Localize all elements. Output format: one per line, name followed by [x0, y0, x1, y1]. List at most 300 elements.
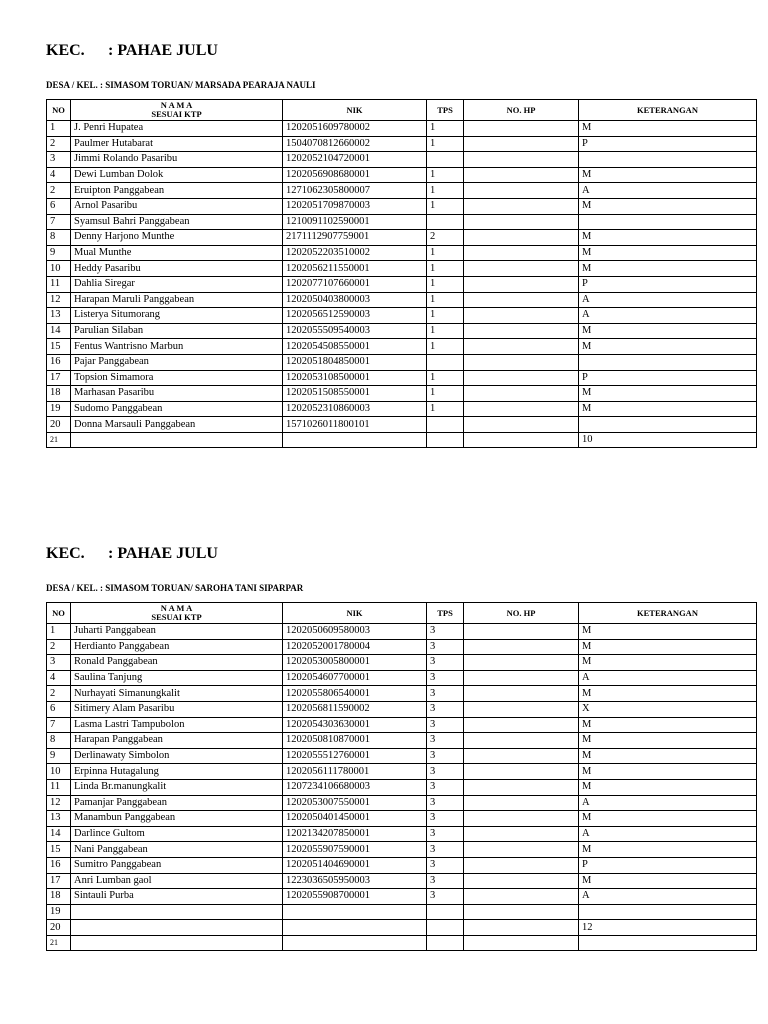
header-hp: NO. HP [464, 603, 579, 624]
cell-tps: 1 [427, 401, 464, 417]
cell-ket [579, 214, 757, 230]
cell-no: 13 [47, 308, 71, 324]
cell-no: 6 [47, 198, 71, 214]
cell-nama: Juharti Panggabean [71, 624, 283, 640]
cell-no: 12 [47, 795, 71, 811]
cell-no: 8 [47, 733, 71, 749]
header-no: NO [47, 603, 71, 624]
cell-no: 2 [47, 639, 71, 655]
cell-tps: 1 [427, 245, 464, 261]
cell-nama: Derlinawaty Simbolon [71, 748, 283, 764]
cell-no: 20 [47, 417, 71, 433]
cell-tps: 1 [427, 370, 464, 386]
cell-nama: Marhasan Pasaribu [71, 386, 283, 402]
table-row [47, 826, 757, 842]
table-row [47, 624, 757, 640]
cell-hp [464, 401, 579, 417]
cell-ket: M [579, 167, 757, 183]
cell-hp [464, 624, 579, 640]
table-row [47, 432, 757, 448]
cell-nama: Harapan Panggabean [71, 733, 283, 749]
cell-nama: Arnol Pasaribu [71, 198, 283, 214]
cell-tps: 3 [427, 842, 464, 858]
header-tps: TPS [427, 603, 464, 624]
cell-hp [464, 136, 579, 152]
header-nama [71, 603, 283, 624]
cell-no: 2 [47, 136, 71, 152]
header-hp: NO. HP [464, 100, 579, 121]
cell-no: 8 [47, 230, 71, 246]
cell-nik: 1202050403800003 [283, 292, 427, 308]
cell-hp [464, 386, 579, 402]
table-row [47, 323, 757, 339]
header-nama-line2: SESUAI KTP [151, 109, 202, 119]
cell-nik: 1202051508550001 [283, 386, 427, 402]
cell-nama: Darlince Gultom [71, 826, 283, 842]
cell-no: 10 [47, 261, 71, 277]
kec-value: : PAHAE JULU [108, 42, 218, 59]
cell-hp [464, 873, 579, 889]
cell-nik: 1202053108500001 [283, 370, 427, 386]
voter-table [46, 99, 757, 448]
cell-ket: M [579, 198, 757, 214]
cell-nik: 1207234106680003 [283, 779, 427, 795]
cell-ket: M [579, 748, 757, 764]
cell-tps: 3 [427, 889, 464, 905]
cell-no: 17 [47, 370, 71, 386]
table-row [47, 152, 757, 168]
cell-no: 3 [47, 655, 71, 671]
table-row [47, 795, 757, 811]
cell-no: 20 [47, 920, 71, 936]
cell-no: 11 [47, 276, 71, 292]
cell-no: 19 [47, 401, 71, 417]
cell-nik: 1202077107660001 [283, 276, 427, 292]
cell-nama: Paulmer Hutabarat [71, 136, 283, 152]
cell-hp [464, 261, 579, 277]
cell-hp [464, 857, 579, 873]
cell-ket: M [579, 811, 757, 827]
cell-ket: M [579, 339, 757, 355]
cell-tps [427, 214, 464, 230]
cell-nik: 1202056211550001 [283, 261, 427, 277]
cell-tps: 3 [427, 873, 464, 889]
cell-ket: M [579, 733, 757, 749]
cell-no: 17 [47, 873, 71, 889]
cell-nama: Sudomo Panggabean [71, 401, 283, 417]
cell-no: 6 [47, 701, 71, 717]
cell-nama: Fentus Wantrisno Marbun [71, 339, 283, 355]
table-row [47, 354, 757, 370]
cell-nik: 1202055907590001 [283, 842, 427, 858]
cell-nik: 1210091102590001 [283, 214, 427, 230]
cell-hp [464, 214, 579, 230]
cell-ket [579, 152, 757, 168]
cell-tps: 3 [427, 639, 464, 655]
cell-nik: 1202055806540001 [283, 686, 427, 702]
cell-hp [464, 152, 579, 168]
desa-heading: DESA / KEL. : SIMASOM TORUAN/ SAROHA TANI SIPARPAR [46, 583, 304, 593]
cell-nama: Sitimery Alam Pasaribu [71, 701, 283, 717]
header-nik: NIK [283, 603, 427, 624]
cell-no: 3 [47, 152, 71, 168]
cell-tps: 3 [427, 717, 464, 733]
cell-nik: 1271062305800007 [283, 183, 427, 199]
cell-nik: 1202056811590002 [283, 701, 427, 717]
cell-no: 14 [47, 323, 71, 339]
cell-ket [579, 417, 757, 433]
cell-tps [427, 152, 464, 168]
cell-ket [579, 935, 757, 951]
table-row [47, 920, 757, 936]
cell-hp [464, 167, 579, 183]
cell-nama: Parulian Silaban [71, 323, 283, 339]
cell-nama: Donna Marsauli Panggabean [71, 417, 283, 433]
cell-nik: 1202052001780004 [283, 639, 427, 655]
cell-no: 19 [47, 904, 71, 920]
cell-nama: Pamanjar Panggabean [71, 795, 283, 811]
cell-nik: 1202051804850001 [283, 354, 427, 370]
cell-hp [464, 417, 579, 433]
cell-hp [464, 276, 579, 292]
cell-no: 18 [47, 889, 71, 905]
cell-ket: P [579, 370, 757, 386]
table-row [47, 401, 757, 417]
cell-ket: 10 [579, 432, 757, 448]
header-nama [71, 100, 283, 121]
cell-hp [464, 245, 579, 261]
cell-hp [464, 308, 579, 324]
cell-ket: X [579, 701, 757, 717]
table-body [47, 121, 757, 448]
cell-ket: P [579, 136, 757, 152]
cell-hp [464, 889, 579, 905]
cell-tps: 3 [427, 795, 464, 811]
cell-nama: Linda Br.manungkalit [71, 779, 283, 795]
table-row [47, 386, 757, 402]
cell-nik: 1202050609580003 [283, 624, 427, 640]
header-ket: KETERANGAN [579, 603, 757, 624]
cell-ket: M [579, 686, 757, 702]
table-row [47, 245, 757, 261]
cell-tps: 3 [427, 686, 464, 702]
cell-ket: P [579, 857, 757, 873]
table-row [47, 904, 757, 920]
cell-ket: M [579, 121, 757, 137]
table-row [47, 655, 757, 671]
cell-hp [464, 323, 579, 339]
cell-nik: 1202052203510002 [283, 245, 427, 261]
table-row [47, 639, 757, 655]
cell-hp [464, 670, 579, 686]
cell-nama: Herdianto Panggabean [71, 639, 283, 655]
cell-hp [464, 686, 579, 702]
cell-nik: 1202134207850001 [283, 826, 427, 842]
cell-tps [427, 354, 464, 370]
cell-tps: 3 [427, 733, 464, 749]
table-row [47, 889, 757, 905]
cell-nik: 1202050810870001 [283, 733, 427, 749]
cell-nama: Listerya Situmorang [71, 308, 283, 324]
cell-hp [464, 779, 579, 795]
cell-nik [283, 920, 427, 936]
cell-no: 4 [47, 670, 71, 686]
table-row [47, 276, 757, 292]
cell-no: 13 [47, 811, 71, 827]
cell-nik: 1202054607700001 [283, 670, 427, 686]
table-row [47, 167, 757, 183]
table-row [47, 873, 757, 889]
cell-hp [464, 795, 579, 811]
cell-hp [464, 842, 579, 858]
cell-hp [464, 230, 579, 246]
cell-nik: 1202055908700001 [283, 889, 427, 905]
cell-nik [283, 432, 427, 448]
cell-ket [579, 904, 757, 920]
cell-nama [71, 904, 283, 920]
cell-tps: 3 [427, 826, 464, 842]
header-nama-line2: SESUAI KTP [151, 612, 202, 622]
cell-tps: 1 [427, 198, 464, 214]
cell-no: 14 [47, 826, 71, 842]
section-2 [46, 543, 756, 951]
cell-nama: Dewi Lumban Dolok [71, 167, 283, 183]
cell-ket: M [579, 655, 757, 671]
cell-nama [71, 432, 283, 448]
cell-nik: 1202053007550001 [283, 795, 427, 811]
cell-ket: A [579, 183, 757, 199]
table-row [47, 308, 757, 324]
cell-nama: Erpinna Hutagalung [71, 764, 283, 780]
table-row [47, 717, 757, 733]
cell-hp [464, 811, 579, 827]
cell-nik: 1202053005800001 [283, 655, 427, 671]
cell-no: 12 [47, 292, 71, 308]
cell-no: 15 [47, 339, 71, 355]
cell-tps [427, 935, 464, 951]
cell-ket: M [579, 624, 757, 640]
cell-tps: 1 [427, 308, 464, 324]
table-row [47, 261, 757, 277]
cell-nama: Syamsul Bahri Panggabean [71, 214, 283, 230]
table-row [47, 670, 757, 686]
cell-tps: 3 [427, 670, 464, 686]
cell-nama: Topsion Simamora [71, 370, 283, 386]
table-body [47, 624, 757, 951]
cell-nama: Eruipton Panggabean [71, 183, 283, 199]
cell-nama: J. Penri Hupatea [71, 121, 283, 137]
table-row [47, 136, 757, 152]
cell-tps: 3 [427, 857, 464, 873]
cell-no: 1 [47, 624, 71, 640]
cell-hp [464, 904, 579, 920]
cell-hp [464, 764, 579, 780]
cell-hp [464, 717, 579, 733]
cell-no: 21 [47, 432, 71, 448]
cell-nama: Heddy Pasaribu [71, 261, 283, 277]
cell-ket: M [579, 401, 757, 417]
kec-heading [46, 40, 756, 62]
cell-ket: M [579, 779, 757, 795]
table-row [47, 701, 757, 717]
cell-ket: A [579, 292, 757, 308]
cell-nik: 1202052310860003 [283, 401, 427, 417]
cell-hp [464, 826, 579, 842]
cell-tps: 3 [427, 764, 464, 780]
cell-tps: 1 [427, 323, 464, 339]
table-row [47, 686, 757, 702]
desa-heading: DESA / KEL. : SIMASOM TORUAN/ MARSADA PEARAJA NAULI [46, 80, 316, 90]
cell-hp [464, 121, 579, 137]
cell-tps: 3 [427, 811, 464, 827]
cell-no: 16 [47, 354, 71, 370]
cell-tps: 3 [427, 624, 464, 640]
cell-tps: 1 [427, 136, 464, 152]
cell-nama: Sintauli Purba [71, 889, 283, 905]
table-row [47, 198, 757, 214]
cell-nama: Sumitro Panggabean [71, 857, 283, 873]
header-nama-line1: N A M A [160, 100, 193, 110]
cell-ket: M [579, 764, 757, 780]
cell-nama: Pajar Panggabean [71, 354, 283, 370]
cell-tps: 1 [427, 121, 464, 137]
cell-hp [464, 432, 579, 448]
cell-tps [427, 920, 464, 936]
cell-hp [464, 292, 579, 308]
cell-no: 2 [47, 686, 71, 702]
cell-nama: Nurhayati Simanungkalit [71, 686, 283, 702]
section-1 [46, 40, 756, 448]
cell-nik: 1202054303630001 [283, 717, 427, 733]
table-row [47, 779, 757, 795]
cell-no: 1 [47, 121, 71, 137]
cell-tps: 1 [427, 339, 464, 355]
cell-tps: 1 [427, 276, 464, 292]
cell-tps: 1 [427, 183, 464, 199]
cell-no: 2 [47, 183, 71, 199]
cell-ket: A [579, 308, 757, 324]
cell-hp [464, 370, 579, 386]
table-row [47, 857, 757, 873]
cell-no: 18 [47, 386, 71, 402]
cell-nik: 1202056111780001 [283, 764, 427, 780]
cell-ket: M [579, 261, 757, 277]
cell-nama: Anri Lumban gaol [71, 873, 283, 889]
cell-nama: Lasma Lastri Tampubolon [71, 717, 283, 733]
header-ket: KETERANGAN [579, 100, 757, 121]
cell-nama: Denny Harjono Munthe [71, 230, 283, 246]
cell-nama: Nani Panggabean [71, 842, 283, 858]
cell-ket: M [579, 323, 757, 339]
cell-nik [283, 904, 427, 920]
cell-nama: Dahlia Siregar [71, 276, 283, 292]
table-header-row [47, 603, 757, 624]
cell-nama [71, 920, 283, 936]
cell-hp [464, 733, 579, 749]
kec-label: KEC. [46, 42, 85, 59]
cell-no: 16 [47, 857, 71, 873]
cell-nama: Saulina Tanjung [71, 670, 283, 686]
cell-hp [464, 701, 579, 717]
cell-nik: 1223036505950003 [283, 873, 427, 889]
cell-nik: 1202056512590003 [283, 308, 427, 324]
cell-hp [464, 935, 579, 951]
cell-nik: 1504070812660002 [283, 136, 427, 152]
cell-ket: M [579, 230, 757, 246]
cell-ket: M [579, 386, 757, 402]
cell-tps: 3 [427, 779, 464, 795]
cell-nik: 2171112907759001 [283, 230, 427, 246]
cell-tps: 1 [427, 292, 464, 308]
cell-nik: 1202054508550001 [283, 339, 427, 355]
cell-tps: 3 [427, 701, 464, 717]
cell-nik: 1202051709870003 [283, 198, 427, 214]
header-no: NO [47, 100, 71, 121]
cell-ket: 12 [579, 920, 757, 936]
table-row [47, 733, 757, 749]
cell-tps: 2 [427, 230, 464, 246]
cell-ket: M [579, 873, 757, 889]
table-row [47, 417, 757, 433]
cell-no: 15 [47, 842, 71, 858]
cell-no: 7 [47, 717, 71, 733]
header-nik: NIK [283, 100, 427, 121]
table-row [47, 230, 757, 246]
cell-ket: A [579, 889, 757, 905]
cell-ket: P [579, 276, 757, 292]
cell-tps [427, 432, 464, 448]
cell-nama: Mual Munthe [71, 245, 283, 261]
cell-ket: M [579, 842, 757, 858]
cell-nik: 1202052104720001 [283, 152, 427, 168]
cell-nik [283, 935, 427, 951]
cell-ket: A [579, 670, 757, 686]
cell-hp [464, 655, 579, 671]
table-row [47, 183, 757, 199]
cell-no: 7 [47, 214, 71, 230]
table-row [47, 370, 757, 386]
cell-no: 10 [47, 764, 71, 780]
cell-tps: 1 [427, 261, 464, 277]
table-row [47, 935, 757, 951]
voter-table [46, 602, 757, 951]
cell-hp [464, 354, 579, 370]
cell-nama: Jimmi Rolando Pasaribu [71, 152, 283, 168]
cell-hp [464, 639, 579, 655]
cell-nik: 1202051609780002 [283, 121, 427, 137]
table-row [47, 764, 757, 780]
cell-no: 21 [47, 935, 71, 951]
header-tps: TPS [427, 100, 464, 121]
cell-ket: A [579, 826, 757, 842]
table-row [47, 292, 757, 308]
cell-hp [464, 339, 579, 355]
cell-tps [427, 417, 464, 433]
table-row [47, 339, 757, 355]
table-row [47, 842, 757, 858]
kec-value: : PAHAE JULU [108, 545, 218, 562]
cell-nik: 1202051404690001 [283, 857, 427, 873]
cell-nama: Harapan Maruli Panggabean [71, 292, 283, 308]
cell-hp [464, 748, 579, 764]
cell-nik: 1571026011800101 [283, 417, 427, 433]
cell-ket: M [579, 717, 757, 733]
cell-no: 11 [47, 779, 71, 795]
cell-nama: Ronald Panggabean [71, 655, 283, 671]
cell-nik: 1202055509540003 [283, 323, 427, 339]
kec-label: KEC. [46, 545, 85, 562]
cell-hp [464, 920, 579, 936]
